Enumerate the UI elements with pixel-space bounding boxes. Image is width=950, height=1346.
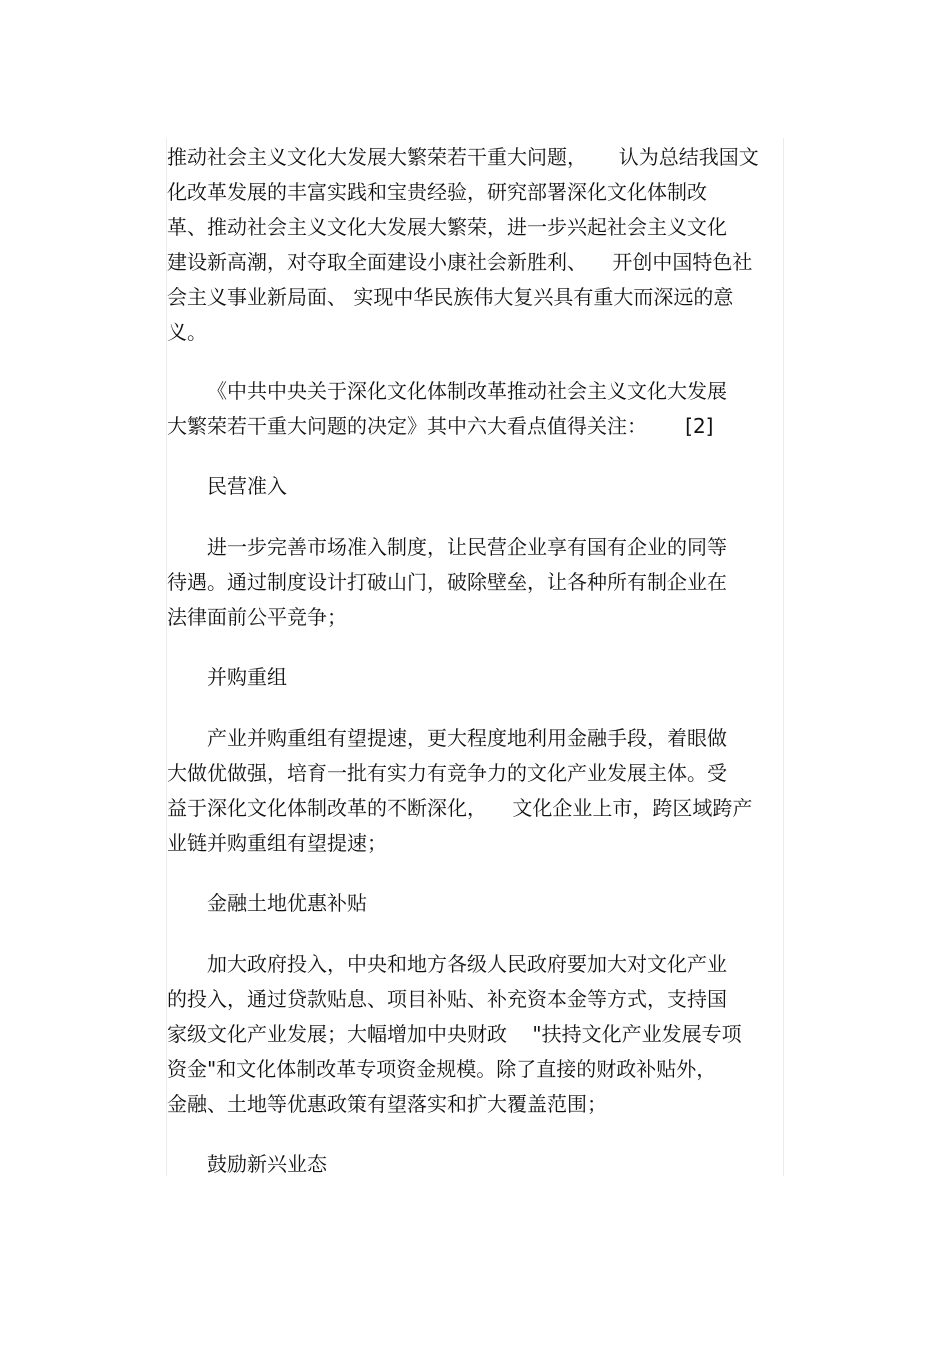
section-heading: 鼓励新兴业态 <box>207 1152 327 1176</box>
text-line: 进一步完善市场准入制度，让民营企业享有国有企业的同等 <box>207 535 727 559</box>
document-page <box>166 138 784 1176</box>
text-line: 益于深化文化体制改革的不断深化， 文化企业上市，跨区域跨产 <box>167 796 753 820</box>
text-line: 金融、土地等优惠政策有望落实和扩大覆盖范围； <box>167 1092 607 1116</box>
section-heading: 民营准入 <box>207 474 287 498</box>
text-line: 义。 <box>167 320 207 344</box>
text-line: 法律面前公平竞争； <box>167 605 347 629</box>
text-line: 资金"和文化体制改革专项资金规模。除了直接的财政补贴外， <box>167 1057 717 1081</box>
text-line: 的投入，通过贷款贴息、项目补贴、补充资本金等方式，支持国 <box>167 987 727 1011</box>
text-line: 化改革发展的丰富实践和宝贵经验，研究部署深化文化体制改 <box>167 180 707 204</box>
text-line: 大做优做强，培育一批有实力有竞争力的文化产业发展主体。受 <box>167 761 727 785</box>
section-heading: 并购重组 <box>207 665 287 689</box>
text-line: 《中共中央关于深化文化体制改革推动社会主义文化大发展 <box>207 379 727 403</box>
text-line: 会主义事业新局面、 实现中华民族伟大复兴具有重大而深远的意 <box>167 285 734 309</box>
text-line: 产业并购重组有望提速，更大程度地利用金融手段，着眼做 <box>207 726 727 750</box>
text-line: 建设新高潮，对夺取全面建设小康社会新胜利、 开创中国特色社 <box>167 250 753 274</box>
text-line: 待遇。通过制度设计打破山门，破除壁垒，让各种所有制企业在 <box>167 570 727 594</box>
text-line: 大繁荣若干重大问题的决定》其中六大看点值得关注： [2] <box>167 414 714 438</box>
text-line: 推动社会主义文化大发展大繁荣若干重大问题， 认为总结我国文 <box>167 145 759 169</box>
text-line: 家级文化产业发展；大幅增加中央财政 "扶持文化产业发展专项 <box>167 1022 742 1046</box>
text-line: 业链并购重组有望提速； <box>167 831 387 855</box>
text-line: 革、推动社会主义文化大发展大繁荣，进一步兴起社会主义文化 <box>167 215 727 239</box>
text-line: 加大政府投入，中央和地方各级人民政府要加大对文化产业 <box>207 952 727 976</box>
section-heading: 金融土地优惠补贴 <box>207 891 367 915</box>
